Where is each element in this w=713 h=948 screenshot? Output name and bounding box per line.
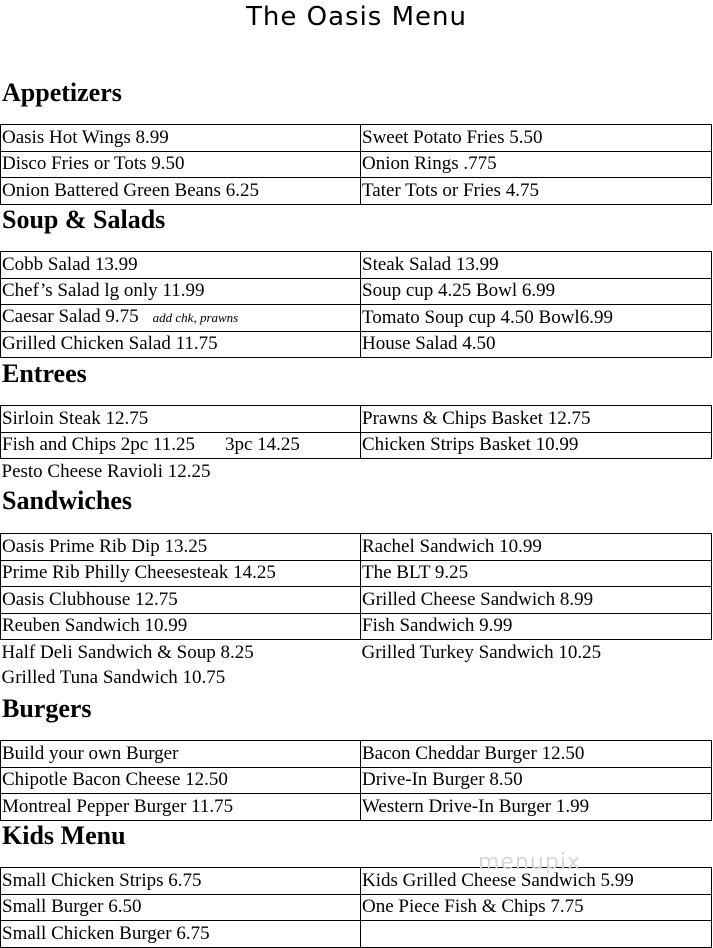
menu-item: Steak Salad 13.99 (361, 252, 712, 279)
menu-item: Kids Grilled Cheese Sandwich 5.99 (361, 868, 712, 895)
menu-item: Small Chicken Burger 6.75 (1, 921, 361, 948)
watermark-logo: menupix (478, 850, 581, 875)
table-row (1, 534, 712, 561)
table-row (1, 587, 712, 614)
menu-item: Grilled Cheese Sandwich 8.99 (361, 587, 712, 614)
menu-item-label: Fish and Chips 2pc 11.25 (2, 434, 195, 456)
menu-item: Build your own Burger (1, 741, 361, 768)
table-row (1, 767, 712, 794)
menu-item: Reuben Sandwich 10.99 (1, 613, 361, 640)
table-row (1, 151, 712, 178)
menu-item: Bacon Cheddar Burger 12.50 (361, 741, 712, 768)
menu-item (361, 921, 712, 948)
menu-item: Tater Tots or Fries 4.75 (361, 178, 712, 205)
menu-item: The BLT 9.25 (361, 560, 712, 587)
menu-item: Chef’s Salad lg only 11.99 (1, 278, 361, 305)
menu-item: Prime Rib Philly Cheesesteak 14.25 (1, 560, 361, 587)
table-row (1, 432, 712, 459)
menu-item: Grilled Turkey Sandwich 10.25 (361, 641, 602, 663)
burgers-table (0, 740, 712, 821)
table-row (1, 125, 712, 152)
entrees-table (0, 405, 712, 485)
menu-item: Fish Sandwich 9.99 (361, 613, 712, 640)
table-row (1, 459, 712, 485)
kids-menu-table (0, 867, 712, 948)
table-row (1, 921, 712, 948)
menu-item: Oasis Prime Rib Dip 13.25 (1, 534, 361, 561)
table-row (1, 560, 712, 587)
soup-salads-table (0, 251, 712, 358)
menu-item: Sweet Potato Fries 5.50 (361, 125, 712, 152)
menu-item: Prawns & Chips Basket 12.75 (361, 406, 712, 433)
menu-item: Chipotle Bacon Cheese 12.50 (1, 767, 361, 794)
menu-item: One Piece Fish & Chips 7.75 (361, 894, 712, 921)
section-heading-kids-menu: Kids Menu (2, 821, 126, 850)
menu-item: Tomato Soup cup 4.50 Bowl6.99 (361, 305, 712, 332)
menu-item: Onion Rings .775 (361, 151, 712, 178)
menu-item (1, 305, 361, 332)
menu-item: Drive-In Burger 8.50 (361, 767, 712, 794)
section-heading-entrees: Entrees (2, 359, 87, 388)
table-row (1, 666, 712, 692)
menu-item: Grilled Chicken Salad 11.75 (1, 331, 361, 358)
appetizers-table (0, 124, 712, 205)
menu-item: Grilled Tuna Sandwich 10.75 (1, 667, 226, 689)
menu-item: Pesto Cheese Ravioli 12.25 (1, 460, 211, 482)
menu-item-label: Caesar Salad 9.75 (2, 306, 139, 328)
menu-item (361, 666, 712, 692)
table-row (1, 278, 712, 305)
section-heading-sandwiches: Sandwiches (2, 486, 133, 515)
table-row (1, 640, 712, 666)
menu-item (361, 459, 712, 485)
menu-item: Onion Battered Green Beans 6.25 (1, 178, 361, 205)
menu-item: Half Deli Sandwich & Soup 8.25 (1, 641, 254, 663)
menu-item: Soup cup 4.25 Bowl 6.99 (361, 278, 712, 305)
menu-item-note: add chk, prawns (152, 310, 239, 326)
menu-item: Oasis Hot Wings 8.99 (1, 125, 361, 152)
menu-item: Sirloin Steak 12.75 (1, 406, 361, 433)
menu-item: Cobb Salad 13.99 (1, 252, 361, 279)
table-row (1, 894, 712, 921)
menu-item: Montreal Pepper Burger 11.75 (1, 794, 361, 821)
menu-item: House Salad 4.50 (361, 331, 712, 358)
section-heading-appetizers: Appetizers (2, 78, 122, 107)
sandwiches-table (0, 533, 712, 691)
section-heading-soup-salads: Soup & Salads (2, 205, 166, 234)
menu-item: Rachel Sandwich 10.99 (361, 534, 712, 561)
page-title: The Oasis Menu (246, 2, 467, 32)
table-row (1, 741, 712, 768)
table-row (1, 178, 712, 205)
table-row (1, 252, 712, 279)
section-heading-burgers: Burgers (2, 694, 92, 723)
menu-item-variant: 3pc 14.25 (225, 434, 300, 456)
table-row (1, 868, 712, 895)
menu-item: Disco Fries or Tots 9.50 (1, 151, 361, 178)
table-row (1, 305, 712, 332)
menu-item: Western Drive-In Burger 1.99 (361, 794, 712, 821)
menu-item: Small Burger 6.50 (1, 894, 361, 921)
menu-item: Chicken Strips Basket 10.99 (361, 432, 712, 459)
menu-item (1, 432, 361, 459)
menu-item: Oasis Clubhouse 12.75 (1, 587, 361, 614)
table-row (1, 613, 712, 640)
table-row (1, 331, 712, 358)
menu-item: Small Chicken Strips 6.75 (1, 868, 361, 895)
table-row (1, 406, 712, 433)
table-row (1, 794, 712, 821)
